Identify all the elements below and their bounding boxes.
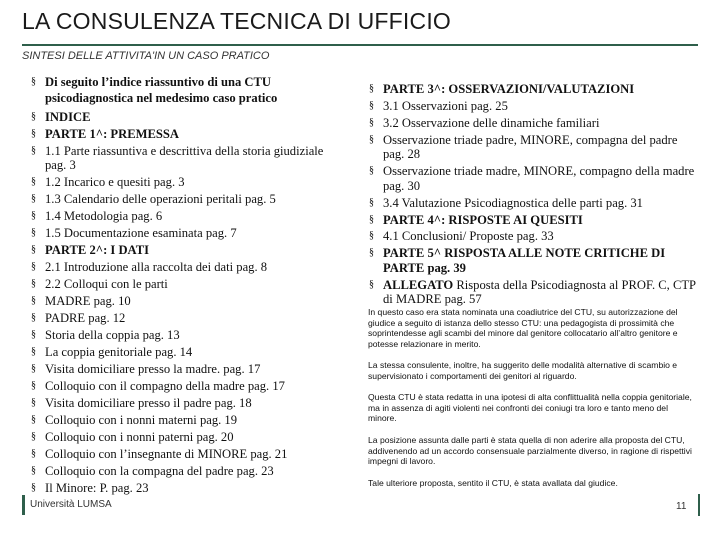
footer-institution: Università LUMSA bbox=[30, 499, 112, 510]
bullet-icon: § bbox=[31, 464, 36, 476]
intro-text: Di seguito l’indice riassuntivo di una CTU psicodiagnostica nel medesimo caso pratico bbox=[45, 75, 278, 105]
list-item bbox=[368, 164, 696, 193]
bullet-icon: § bbox=[31, 363, 36, 375]
list-item bbox=[30, 260, 342, 274]
list-item bbox=[30, 396, 342, 410]
bullet-icon: § bbox=[369, 213, 374, 225]
bullet-icon: § bbox=[31, 295, 36, 307]
item-text: 3.2 Osservazione delle dinamiche familiari bbox=[383, 115, 600, 130]
list-item bbox=[30, 209, 342, 223]
slide-title: LA CONSULENZA TECNICA DI UFFICIO bbox=[22, 8, 452, 34]
item-text: Colloquio con la compagna del padre pag. 23 bbox=[45, 463, 274, 478]
item-text: 1.1 Parte riassuntiva e descrittiva della storia giudiziale pag. 3 bbox=[45, 143, 324, 173]
item-text: 2.2 Colloqui con le parti bbox=[45, 277, 168, 292]
bullet-icon: § bbox=[369, 99, 374, 111]
bullet-icon: § bbox=[31, 144, 36, 156]
list-item bbox=[30, 362, 342, 376]
list-item bbox=[30, 74, 342, 106]
slide-subtitle: SINTESI DELLE ATTIVITA'IN UN CASO PRATICO bbox=[22, 50, 270, 62]
item-text: MADRE pag. 10 bbox=[45, 294, 131, 309]
page-number: 11 bbox=[676, 501, 687, 512]
list-item bbox=[30, 464, 342, 478]
item-text: Colloquio con l’insegnante di MINORE pag. 21 bbox=[45, 447, 288, 461]
bullet-icon: § bbox=[369, 165, 374, 177]
part-heading: PARTE 2^: I DATI bbox=[45, 243, 150, 258]
bullet-icon: § bbox=[369, 116, 374, 128]
bullet-icon: § bbox=[31, 397, 36, 409]
paragraph-posizione: La posizione assunta dalle parti è stata quella di non aderire alla proposta del CTU, addivenendo ad un accordo consensuale parzialmente diverso, in ragione di rispettivi impegni di lavoro. bbox=[368, 435, 692, 467]
bullet-icon: § bbox=[369, 278, 374, 290]
list-item bbox=[368, 99, 696, 113]
item-text: 1.2 Incarico e quesiti pag. 3 bbox=[45, 175, 185, 190]
list-item bbox=[30, 447, 342, 461]
page-number-bar bbox=[698, 494, 700, 516]
bullet-icon: § bbox=[31, 481, 36, 493]
bullet-icon: § bbox=[369, 196, 374, 208]
item-text: La coppia genitoriale pag. 14 bbox=[45, 345, 193, 360]
item-text: 1.5 Documentazione esaminata pag. 7 bbox=[45, 226, 237, 241]
item-text: Colloquio con i nonni paterni pag. 20 bbox=[45, 430, 234, 445]
bullet-icon: § bbox=[31, 329, 36, 341]
allegato-label: ALLEGATO bbox=[383, 277, 454, 292]
item-text: 2.1 Introduzione alla raccolta dei dati pag. 8 bbox=[45, 260, 268, 275]
index-heading: INDICE bbox=[45, 110, 91, 124]
allegato-text: Risposta della Psicodiagnosta al PROF. C, CTP di MADRE pag. 57 bbox=[383, 277, 696, 307]
part-heading: PARTE 5^ RISPOSTA ALLE NOTE CRITICHE DI PARTE pag. 39 bbox=[383, 246, 666, 275]
item-text: Colloquio con i nonni materni pag. 19 bbox=[45, 413, 238, 428]
bullet-icon: § bbox=[31, 278, 36, 290]
list-item bbox=[30, 110, 342, 124]
paragraph-conflittualita: Questa CTU è stata redatta in una ipotesi di alta conflittualità nella coppia genitoriale, ma in assenza di agiti violenti nei confronti dei coniugi tra loro e tanto meno del minore. bbox=[368, 392, 692, 424]
list-item bbox=[30, 328, 342, 342]
list-item bbox=[30, 226, 342, 240]
bullet-icon: § bbox=[31, 431, 36, 443]
item-text: 4.1 Conclusioni/ Proposte pag. 33 bbox=[383, 229, 554, 244]
bullet-icon: § bbox=[369, 230, 374, 242]
bullet-icon: § bbox=[31, 76, 36, 87]
bullet-icon: § bbox=[369, 83, 374, 94]
list-item bbox=[30, 243, 342, 257]
paragraph-coadiutrice: In questo caso era stata nominata una coadiutrice del CTU, su autorizzazione del giudice a seguito di istanza dello stesso CTU: una pedagogista di prossimità che soprintendesse agli scambi del minore dal genitore collocatario all’altro genitore e potesse relazionare in merito. bbox=[368, 307, 678, 349]
list-item bbox=[30, 345, 342, 359]
item-text: Osservazione triade madre, MINORE, compagno della madre pag. 30 bbox=[383, 164, 695, 193]
item-text: 3.4 Valutazione Psicodiagnostica delle parti pag. 31 bbox=[383, 195, 643, 210]
footer-accent-bar bbox=[22, 495, 25, 515]
item-text: Visita domiciliare presso la madre. pag. 17 bbox=[45, 362, 261, 377]
bullet-icon: § bbox=[31, 176, 36, 188]
bullet-icon: § bbox=[31, 380, 36, 392]
bullet-icon: § bbox=[31, 244, 36, 256]
item-text: PADRE pag. 12 bbox=[45, 311, 126, 326]
item-text: Storia della coppia pag. 13 bbox=[45, 328, 180, 343]
part-heading: PARTE 1^: PREMESSA bbox=[45, 126, 179, 141]
list-item bbox=[30, 192, 342, 206]
item-text: Il Minore: P. pag. 23 bbox=[45, 480, 149, 495]
part-heading: PARTE 3^: OSSERVAZIONI/VALUTAZIONI bbox=[383, 82, 635, 96]
left-index-list bbox=[30, 74, 342, 498]
item-text: 1.3 Calendario delle operazioni peritali pag. 5 bbox=[45, 192, 276, 207]
right-index-list bbox=[368, 82, 696, 309]
bullet-icon: § bbox=[369, 247, 374, 259]
list-item bbox=[368, 213, 696, 227]
item-text: 3.1 Osservazioni pag. 25 bbox=[383, 98, 508, 113]
bullet-icon: § bbox=[31, 127, 36, 139]
list-item bbox=[368, 278, 696, 307]
list-item bbox=[368, 196, 696, 210]
list-item bbox=[30, 413, 342, 427]
list-item bbox=[368, 246, 696, 275]
bullet-icon: § bbox=[31, 227, 36, 239]
item-text: Colloquio con il compagno della madre pag. 17 bbox=[45, 379, 285, 394]
list-item bbox=[30, 379, 342, 393]
list-item bbox=[30, 144, 342, 173]
list-item bbox=[30, 277, 342, 291]
bullet-icon: § bbox=[369, 133, 374, 145]
list-item bbox=[30, 481, 342, 495]
list-item bbox=[368, 116, 696, 130]
list-item bbox=[30, 294, 342, 308]
bullet-icon: § bbox=[31, 448, 36, 459]
item-text: 1.4 Metodologia pag. 6 bbox=[45, 209, 163, 224]
bullet-icon: § bbox=[31, 111, 36, 122]
item-text: Osservazione triade padre, MINORE, compagna del padre pag. 28 bbox=[383, 132, 678, 162]
item-text: Visita domiciliare presso il padre pag. 18 bbox=[45, 396, 252, 411]
bullet-icon: § bbox=[31, 261, 36, 273]
list-item bbox=[30, 430, 342, 444]
list-item bbox=[368, 82, 696, 96]
bullet-icon: § bbox=[31, 312, 36, 324]
title-divider bbox=[22, 44, 698, 46]
list-item bbox=[30, 175, 342, 189]
list-item bbox=[30, 311, 342, 325]
list-item bbox=[368, 229, 696, 243]
bullet-icon: § bbox=[31, 414, 36, 426]
bullet-icon: § bbox=[31, 346, 36, 358]
paragraph-proposta: Tale ulteriore proposta, sentito il CTU, è stata avallata dal giudice. bbox=[368, 478, 618, 488]
bullet-icon: § bbox=[31, 210, 36, 222]
list-item bbox=[30, 127, 342, 141]
paragraph-consulente: La stessa consulente, inoltre, ha suggerito delle modalità alternative di scambio e supervisionato i comportamenti dei genitori al riguardo. bbox=[368, 360, 678, 381]
part-heading: PARTE 4^: RISPOSTE AI QUESITI bbox=[383, 212, 583, 227]
bullet-icon: § bbox=[31, 193, 36, 205]
list-item bbox=[368, 133, 696, 162]
